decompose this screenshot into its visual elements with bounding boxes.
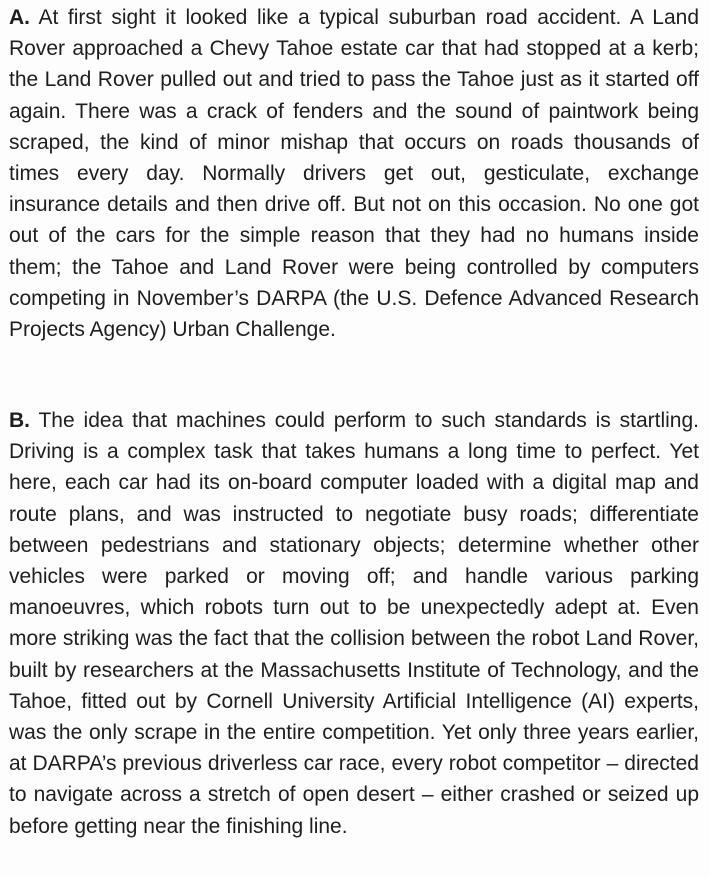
paragraph-b-letter: B. <box>9 409 30 432</box>
paragraph-a-text: At first sight it looked like a typical suburban road accident. A Land Rover approached a Chevy Tahoe estate car that had stopped at a kerb; the Land Rover pulled out and tried to pass the Tahoe just as it started off again. There was a crack of fenders and the sound of paintwork being scraped, the kind of minor mishap that occurs on roads thousands of times every day. Normally drivers get out, gesticulate, exchange insurance details and then drive off. But not on this occasion. No one got out of the cars for the simple reason that they had no humans inside them; the Tahoe and Land Rover were being controlled by computers competing in November’s DARPA (the U.S. Defence Advanced Research Projects Agency) Urban Challenge. <box>9 6 699 342</box>
paragraph-a-letter: A. <box>9 6 30 29</box>
paragraph-a <box>9 2 699 345</box>
paragraph-b-text: The idea that machines could perform to such standards is startling. Driving is a complex task that takes humans a long time to perfect. Yet here, each car had its on-board computer loaded with a digital map and route plans, and was instructed to negotiate busy roads; differentiate between pedestrians and stationary objects; determine whether other vehicles were parked or moving off; and handle various parking manoeuvres, which robots turn out to be unexpectedly adept at. Even more striking was the fact that the collision between the robot Land Rover, built by researchers at the Massachusetts Institute of Technology, and the Tahoe, fitted out by Cornell University Artificial Intelligence (AI) experts, was the only scrape in the entire competition. Yet only three years earlier, at DARPA’s previous driverless car race, every robot competitor – directed to navigate across a stretch of open desert – either crashed or seized up before getting near the finishing line. <box>9 409 699 838</box>
paragraph-b <box>9 405 699 842</box>
